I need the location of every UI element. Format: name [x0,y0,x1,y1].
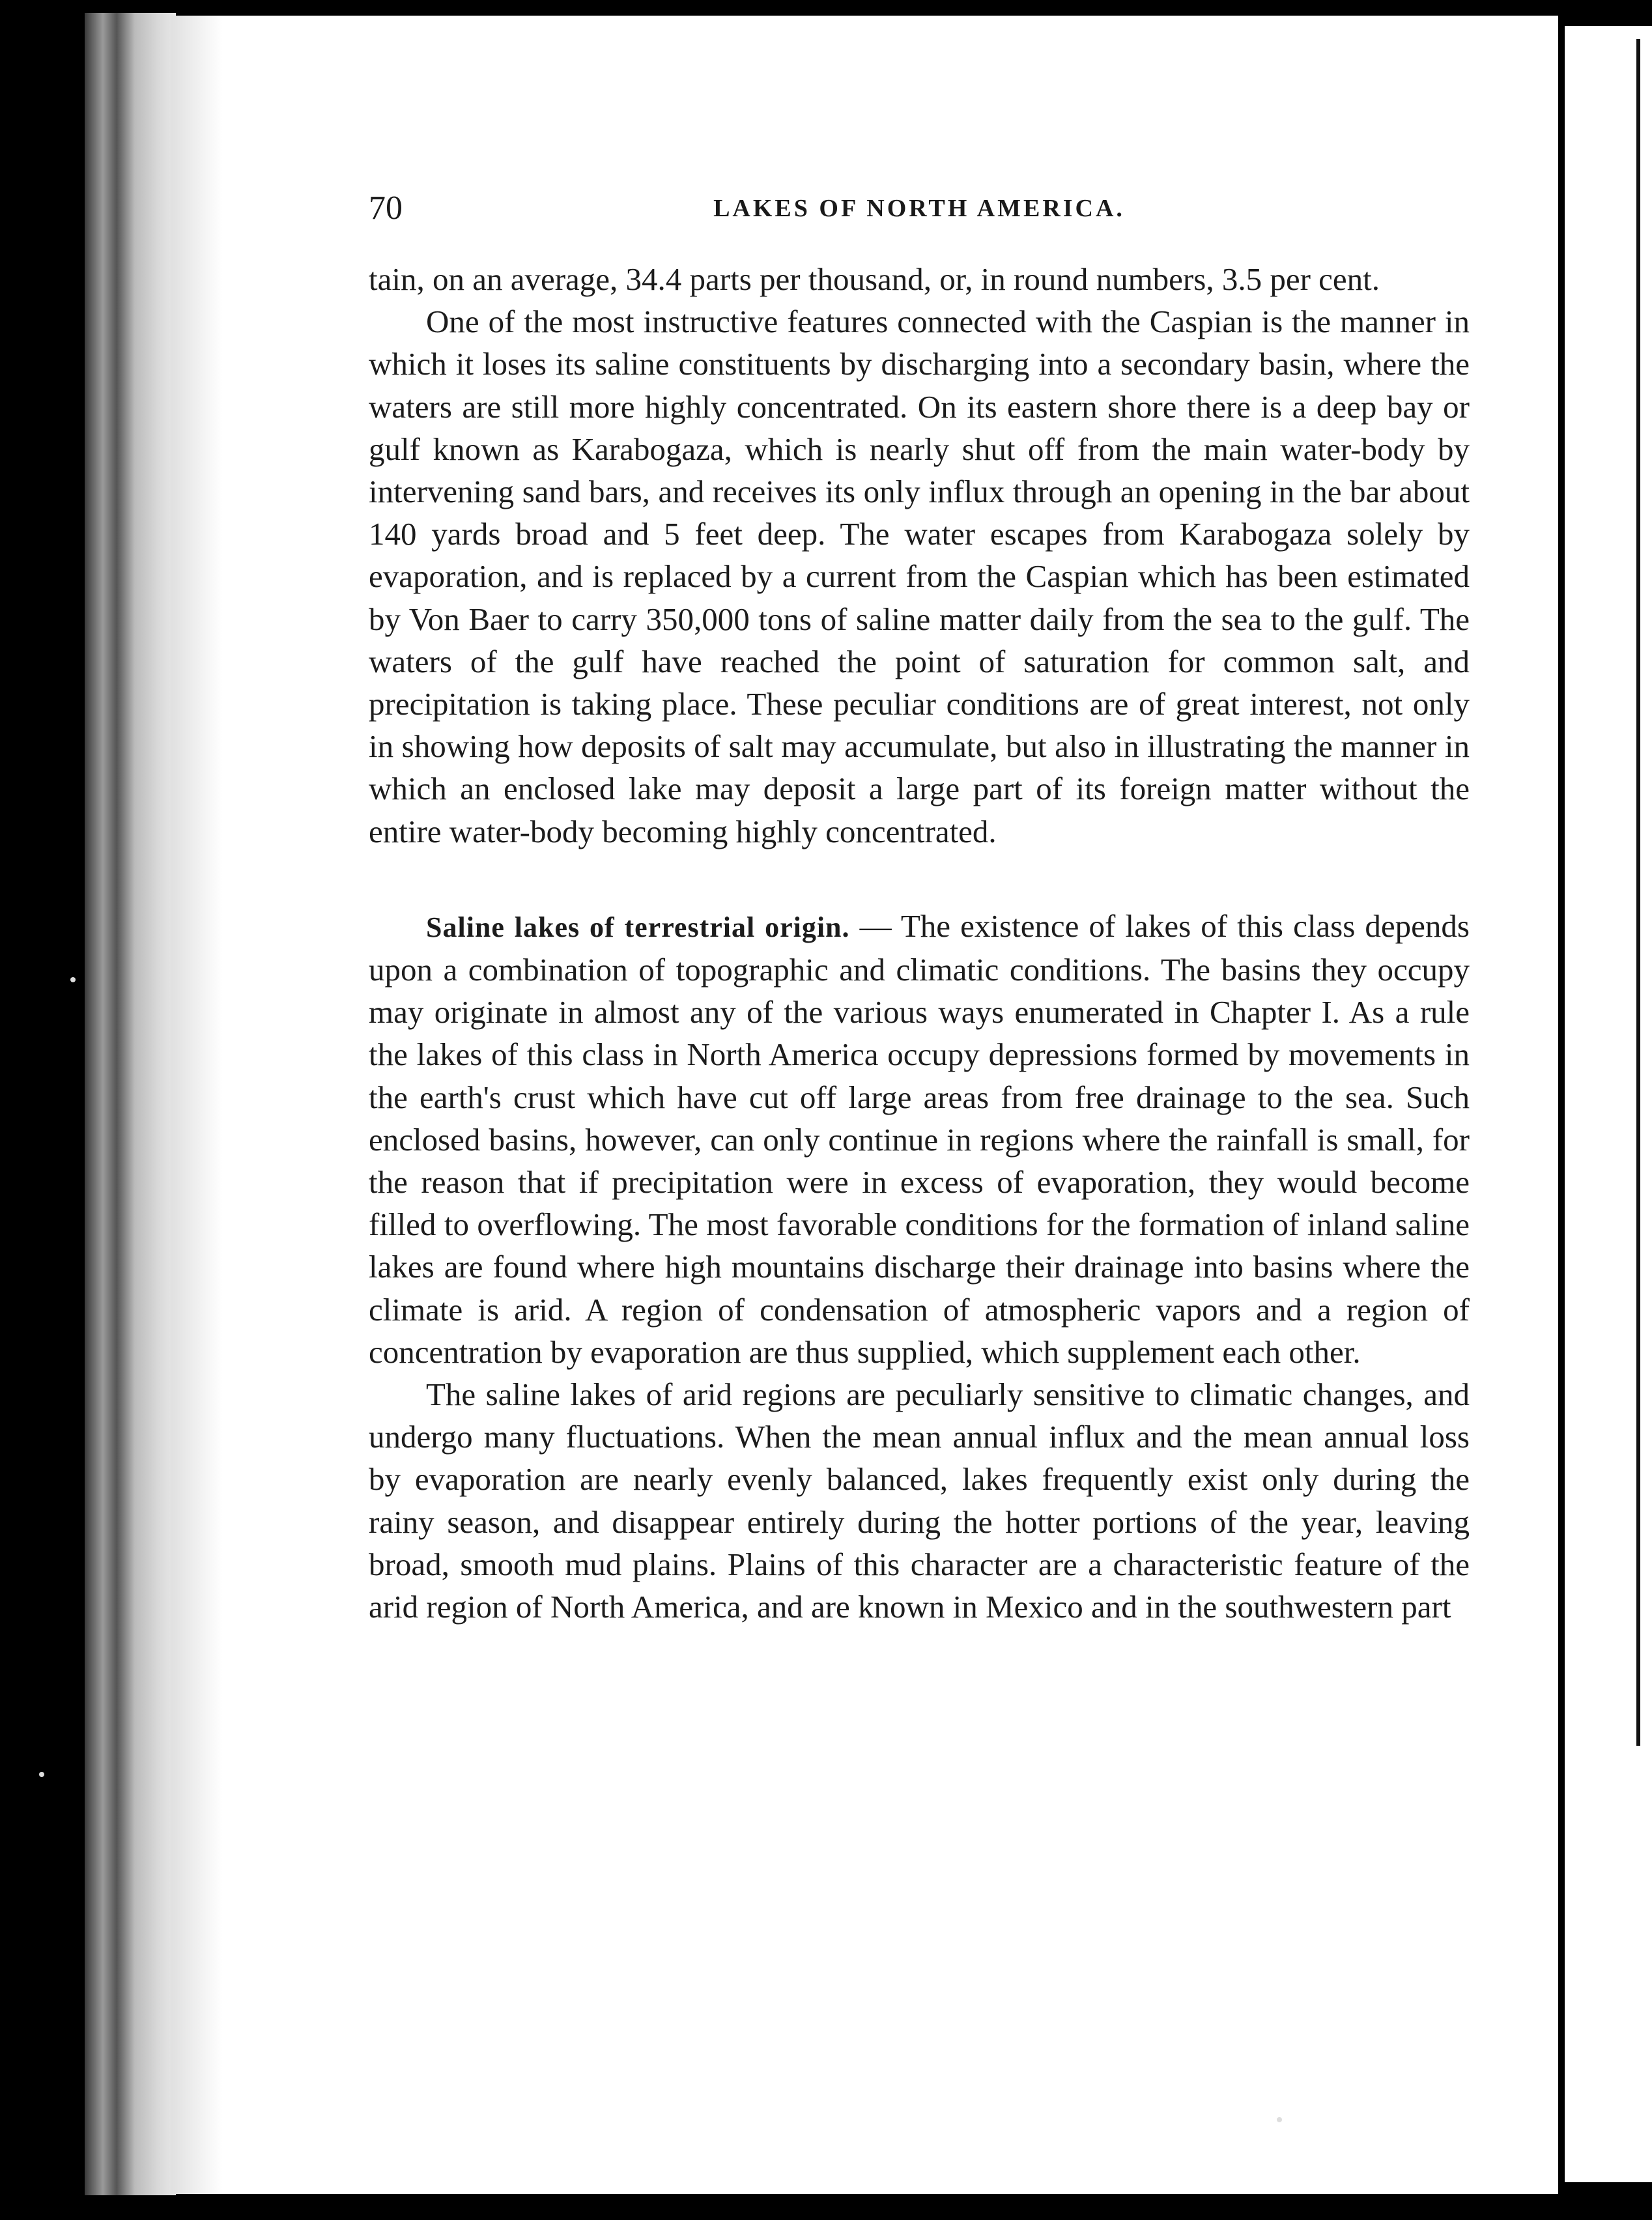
body-text [369,258,1470,1628]
run-in-heading: Saline lakes of terrestrial origin. [426,911,850,943]
paragraph-terrestrial-origin [369,905,1470,1373]
scan-speck [70,977,76,982]
scan-speck [39,1772,44,1777]
paragraph-caspian: One of the most instructive features connected with the Caspian is the manner in which it loses its saline constituents by discharging into a secondary basin, where the waters are still more highly concentrated. On its eastern shore there is a deep bay or gulf known as Karabogaza, which is nearly shut off from the main water-body by intervening sand bars, and receives its only influx through an opening in the bar about 140 yards broad and 5 feet deep. The water escapes from Karabogaza solely by evaporation, and is replaced by a current from the Caspian which has been estimated by Von Baer to carry 350,000 tons of saline matter daily from the sea to the gulf. The waters of the gulf have reached the point of saturation for common salt, and precipitation is taking place. These peculiar conditions are of great interest, not only in showing how deposits of salt may accumulate, but also in illustrating the manner in which an enclosed lake may deposit a large part of its foreign matter without the entire water-body becoming highly concentrated. [369,304,1470,849]
paragraph-text: The existence of lakes of this class depends upon a combination of topographic and climatic conditions. The basins they occupy may originate in almost any of the various ways enumerated in Chapter I. As a rule the lakes of this class in North America occupy depressions formed by movements in the earth's crust which have cut off large areas from free drainage to the sea. Such enclosed basins, however, can only continue in regions where the rainfall is small, for the reason that if precipitation were in excess of evaporation, they would become filled to overflowing. The most favorable conditions for the formation of inland saline lakes are found where high mountains discharge their drainage into basins where the climate is arid. A region of condensation of atmospheric vapors and a region of concentration by evaporation are thus supplied, which supplement each other. [369,907,1470,1370]
paragraph-continuation: tain, on an average, 34.4 parts per thousand, or, in round numbers, 3.5 per cent. [369,261,1380,297]
running-head: LAKES OF NORTH AMERICA. [713,195,1125,222]
gutter-shadow [171,16,223,2194]
page-number: 70 [369,190,403,227]
section-gap [369,853,1470,905]
book-fore-edge [85,13,176,2195]
page-header [369,189,1470,241]
em-dash: — [849,907,901,944]
paragraph-arid-regions: The saline lakes of arid regions are peculiarly sensitive to climatic changes, and undergo many fluctuations. When the mean annual influx and the mean annual loss by evaporation are nearly evenly balanced, lakes frequently exist only during the rainy season, and disappear entirely during the hotter portions of the year, leaving broad, smooth mud plains. Plains of this character are a characteristic feature of the arid region of North America, and are known in Mexico and in the southwestern part [369,1376,1470,1625]
scan-speck [1277,2117,1282,2122]
facing-page-rule [1636,39,1640,1746]
